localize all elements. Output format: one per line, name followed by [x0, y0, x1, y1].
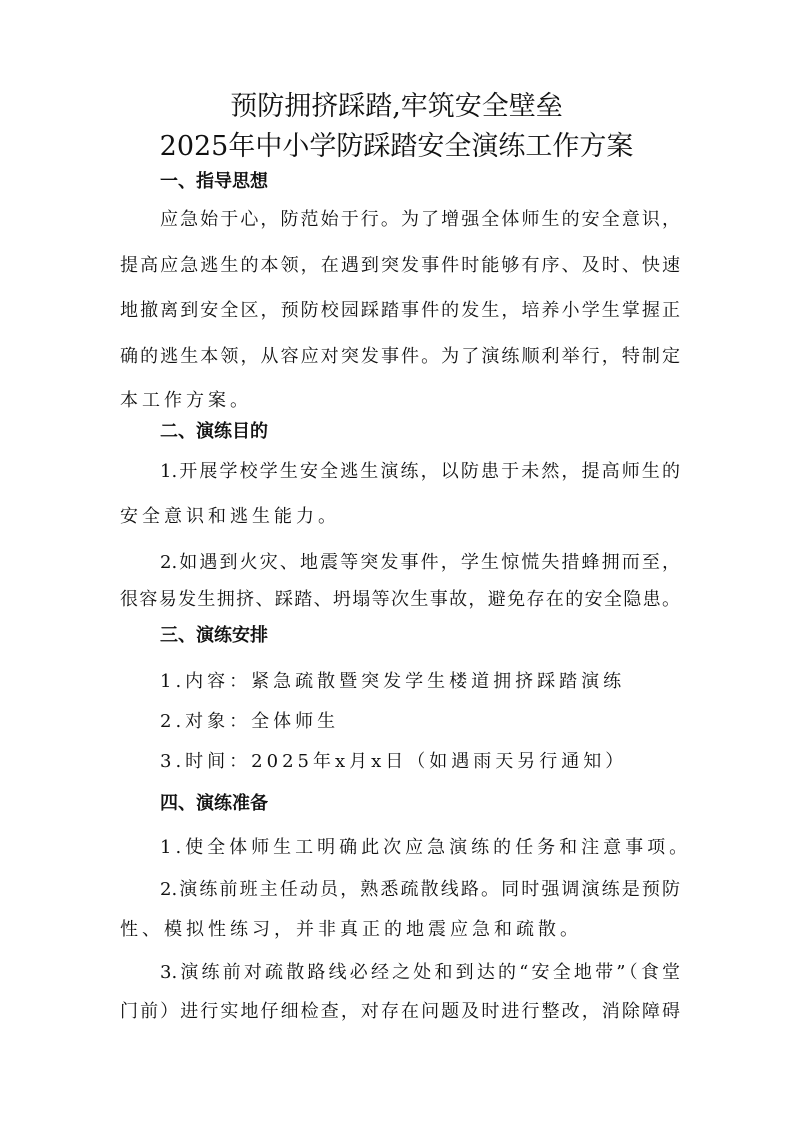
paragraph-line: 应急始于心，防范始于行。为了增强全体师生的安全意识，: [160, 209, 680, 230]
document-title-line-2: 2025年中小学防踩踏安全演练工作方案: [159, 131, 634, 162]
list-item: 1.内容：紧急疏散暨突发学生楼道拥挤踩踏演练: [160, 671, 626, 692]
paragraph-line: 安全意识和逃生能力。: [120, 506, 340, 527]
paragraph-line: 1.开展学校学生安全逃生演练，以防患于未然，提高师生的: [160, 461, 680, 482]
section-heading-4: 四、演练准备: [160, 793, 268, 814]
section-heading-3: 三、演练安排: [160, 625, 268, 646]
list-item: 2.对象：全体师生: [160, 711, 340, 732]
paragraph-line: 很容易发生拥挤、踩踏、坍塌等次生事故，避免存在的安全隐患。: [120, 589, 680, 610]
section-heading-1: 一、指导思想: [160, 171, 268, 192]
section-heading-2: 二、演练目的: [160, 421, 268, 442]
list-item: 2.演练前班主任动员，熟悉疏散线路。同时强调演练是预防: [160, 879, 680, 900]
paragraph-line: 2.如遇到火灾、地震等突发事件，学生惊慌失措蜂拥而至，: [160, 552, 680, 573]
paragraph-line: 确的逃生本领，从容应对突发事件。为了演练顺利举行，特制定: [120, 346, 680, 367]
paragraph-line: 门前）进行实地仔细检查，对存在问题及时进行整改，消除障碍: [120, 1001, 680, 1022]
list-item: 3.演练前对疏散路线必经之处和到达的“安全地带”（食堂: [160, 962, 680, 983]
document-title-line-1: 预防拥挤踩踏,牢筑安全壁垒: [230, 91, 563, 122]
paragraph-line: 提高应急逃生的本领，在遇到突发事件时能够有序、及时、快速: [120, 255, 680, 276]
paragraph-line: 本工作方案。: [120, 390, 252, 411]
list-item: 1.使全体师生工明确此次应急演练的任务和注意事项。: [160, 837, 692, 858]
paragraph-line: 地撤离到安全区，预防校园踩踏事件的发生，培养小学生掌握正: [120, 300, 680, 321]
list-item: 3.时间：2025年x月x日（如遇雨天另行通知）: [160, 751, 628, 772]
paragraph-line: 性、模拟性练习，并非真正的地震应急和疏散。: [120, 919, 582, 940]
